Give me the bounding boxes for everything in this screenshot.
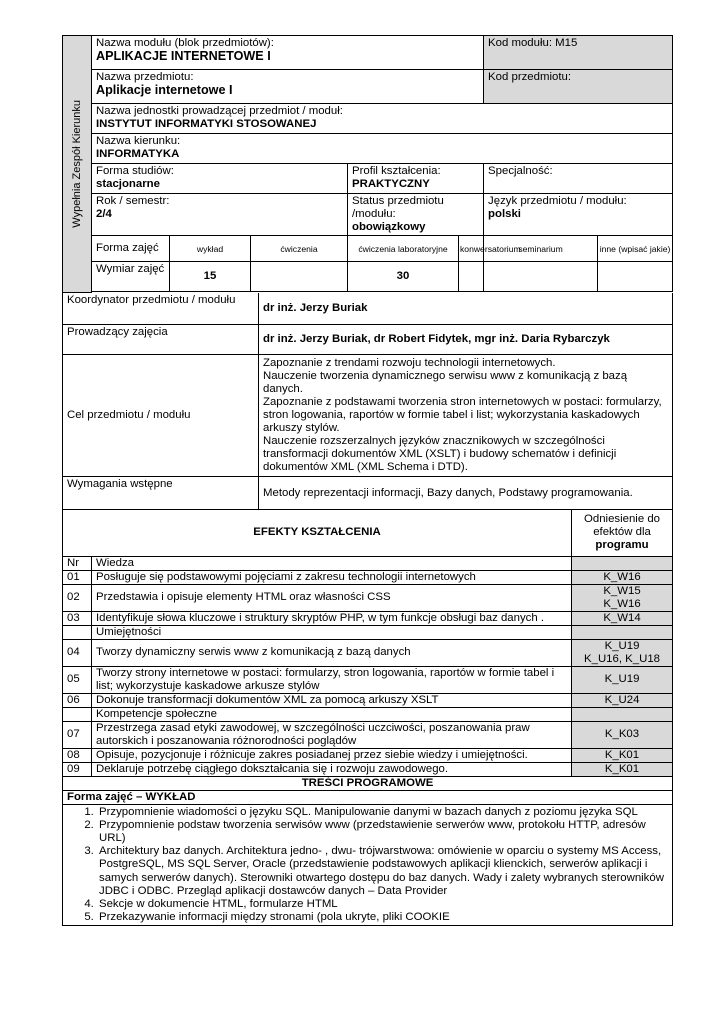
coordinator-label: Koordynator przedmiotu / modułu — [63, 293, 259, 325]
class-hours: 15 — [170, 262, 251, 292]
social-label: Kompetencje społeczne — [92, 707, 572, 721]
empty-cell — [63, 625, 92, 639]
outcome-text: Deklaruje potrzebę ciągłego dokształcania się i rozwoju zawodowego. — [92, 762, 572, 776]
list-item: 5. Przekazywanie informacji między stronami (pola ukryte, pliki COOKIE — [97, 911, 668, 924]
class-type: wykład — [170, 236, 251, 262]
outcome-text: Tworzy strony internetowe w postaci: formularzy, stron logowania, raportów w formie tabel i list; wykorzystuje kaskadowe arkusze stylów — [92, 666, 572, 693]
unit-cell — [92, 104, 673, 134]
study-form-cell — [92, 164, 348, 194]
specialty-cell — [484, 164, 673, 194]
content-title: TREŚCI PROGRAMOWE — [63, 776, 673, 790]
class-form-label: Forma zajęć — [92, 236, 170, 262]
nr-label: Nr — [63, 556, 92, 570]
teachers-value: dr inż. Jerzy Buriak, dr Robert Fidytek, mgr inż. Daria Rybarczyk — [259, 325, 673, 355]
outcome-ref: K_U19 K_U16, K_U18 — [572, 639, 673, 666]
outcome-ref: K_U19 — [572, 666, 673, 693]
class-type: konwersatorium — [459, 236, 484, 262]
coordinator-value: dr inż. Jerzy Buriak — [259, 293, 673, 325]
content-form-label: Forma zajęć – WYKŁAD — [63, 790, 673, 804]
field-value: INFORMATYKA — [96, 148, 180, 160]
goal-label: Cel przedmiotu / modułu — [63, 355, 259, 477]
outcomes-table — [62, 510, 673, 926]
profile-cell — [348, 164, 484, 194]
year-cell — [92, 194, 348, 236]
table-row — [63, 666, 673, 693]
status-label: Status przedmiotu /modułu: — [352, 195, 444, 220]
goal-line: Zapoznanie z trendami rozwoju technologii internetowych. — [263, 357, 556, 369]
year-label: Rok / semestr: — [96, 195, 170, 207]
list-item: 4. Sekcje w dokumencie HTML, formularze HTML — [97, 898, 668, 911]
subject-name-value: Aplikacje internetowe I — [96, 83, 233, 97]
table-row — [63, 570, 673, 584]
outcome-nr: 01 — [63, 570, 92, 584]
outcome-nr: 07 — [63, 721, 92, 748]
requirements-value: Metody reprezentacji informacji, Bazy danych, Podstawy programowania. — [259, 477, 673, 510]
table-row — [63, 584, 673, 611]
syllabus-page — [62, 35, 672, 926]
outcome-nr: 06 — [63, 693, 92, 707]
content-list-cell — [63, 804, 673, 926]
outcome-ref: K_W14 — [572, 611, 673, 625]
table-row — [63, 693, 673, 707]
class-type: ćwiczenia — [251, 236, 348, 262]
table-row — [63, 611, 673, 625]
outcome-ref: K_W15 K_W16 — [572, 584, 673, 611]
outcomes-title: EFEKTY KSZTAŁCENIA — [63, 510, 572, 556]
empty-cell — [572, 556, 673, 570]
outcome-nr: 03 — [63, 611, 92, 625]
syllabus-header-table — [62, 35, 673, 293]
outcome-text: Tworzy dynamiczny serwis www z komunikacją z bazą danych — [92, 639, 572, 666]
language-label: Język przedmiotu / modułu: — [488, 195, 627, 207]
knowledge-label: Wiedza — [92, 556, 572, 570]
outcome-text: Opisuje, pozycjonuje i różnicuje zakres posiadanej przez siebie wiedzy i umiejętności. — [92, 748, 572, 762]
outcome-nr: 04 — [63, 639, 92, 666]
unit-value: INSTYTUT INFORMATYKI STOSOWANEJ — [96, 118, 317, 130]
status-cell — [348, 194, 484, 236]
outcome-text: Przestrzega zasad etyki zawodowej, w szczególności uczciwości, poszanowania praw autorskich i poszanowania różnorodności poglądów — [92, 721, 572, 748]
outcome-nr: 02 — [63, 584, 92, 611]
class-type: inne (wpisać jakie) — [598, 236, 673, 262]
outcome-nr: 08 — [63, 748, 92, 762]
empty-cell — [63, 707, 92, 721]
outcome-text: Identyfikuje słowa kluczowe i struktury skryptów PHP, w tym funkcje obsługi baz danych . — [92, 611, 572, 625]
teachers-label: Prowadzący zajęcia — [63, 325, 259, 355]
class-type: seminarium — [484, 236, 598, 262]
module-name-label: Nazwa modułu (blok przedmiotów): — [96, 37, 274, 49]
profile-value: PRAKTYCZNY — [352, 178, 430, 190]
table-row — [63, 762, 673, 776]
outcome-nr: 05 — [63, 666, 92, 693]
outcome-ref: K_K01 — [572, 762, 673, 776]
outcomes-ref-header: Odniesienie do efektów dla programu — [572, 510, 673, 556]
study-form-label: Forma studiów: — [96, 165, 174, 177]
outcome-ref: K_U24 — [572, 693, 673, 707]
profile-label: Profil kształcenia: — [352, 165, 441, 177]
module-code: Kod modułu: M15 — [484, 36, 673, 70]
outcome-ref: K_W16 — [572, 570, 673, 584]
empty-cell — [572, 707, 673, 721]
goal-text — [259, 355, 673, 477]
unit-label: Nazwa jednostki prowadzącej przedmiot / moduł: — [96, 105, 343, 117]
outcome-ref: K_K01 — [572, 748, 673, 762]
subject-name-label: Nazwa przedmiotu: — [96, 71, 194, 83]
table-row — [63, 748, 673, 762]
side-label: Wypełnia Zespół Kierunku — [63, 36, 92, 293]
table-row — [63, 639, 673, 666]
empty-cell — [572, 625, 673, 639]
goal-line: Nauczenie tworzenia dynamicznego serwisu www z komunikacją z bazą danych. — [263, 370, 628, 395]
outcome-text: Przedstawia i opisuje elementy HTML oraz własności CSS — [92, 584, 572, 611]
year-value: 2/4 — [96, 208, 112, 220]
language-cell — [484, 194, 673, 236]
subject-code: Kod przedmiotu: — [484, 70, 673, 104]
field-cell — [92, 134, 673, 164]
info-table — [62, 293, 673, 511]
outcome-nr: 09 — [63, 762, 92, 776]
field-label: Nazwa kierunku: — [96, 135, 181, 147]
subject-name-cell — [92, 70, 484, 104]
module-name-value: APLIKACJE INTERNETOWE I — [96, 49, 271, 63]
module-name-cell — [92, 36, 484, 70]
goal-line: Zapoznanie z podstawami tworzenia stron internetowych w postaci: formularzy, stron logowania, raportów w formie tabel i list; wykorzystania kaskadowych arkuszy stylów. — [263, 396, 662, 434]
class-hours — [484, 262, 598, 292]
class-hours — [598, 262, 673, 292]
content-list — [67, 806, 668, 925]
class-hours — [251, 262, 348, 292]
goal-line: Nauczenie rozszerzalnych języków znacznikowych w szczególności transformacji dokumentów XML (XSLT) i budowy schematów i definicji dokumentów XML (XML Schema i DTD). — [263, 435, 617, 473]
list-item: 3. Architektury baz danych. Architektura jedno- , dwu- trójwarstwowa: omówienie w oparciu o systemy MS Access, PostgreSQL, MS SQL Server, Oracle (przedstawienie podstawowych aplikacji klienckich, serwerów aplikacji i samych serwerów danych). Sterowniki otwartego dostępu do baz danych. Wady i zalety wybranych sterowników JDBC i ODBC. Przegląd aplikacji dostawców danych – Data Provider — [97, 845, 668, 898]
status-value: obowiązkowy — [352, 221, 426, 233]
list-item: 2. Przypomnienie podstaw tworzenia serwisów www (przedstawienie serwerów www, protokołu HTTP, adresów URL) — [97, 819, 668, 845]
table-row — [63, 721, 673, 748]
outcome-ref: K_K03 — [572, 721, 673, 748]
specialty-label: Specjalność: — [488, 165, 553, 177]
outcome-text: Posługuje się podstawowymi pojęciami z zakresu technologii internetowych — [92, 570, 572, 584]
class-type: ćwiczenia laboratoryjne — [348, 236, 459, 262]
outcome-text: Dokonuje transformacji dokumentów XML za pomocą arkuszy XSLT — [92, 693, 572, 707]
language-value: polski — [488, 208, 521, 220]
class-hours-label: Wymiar zajęć — [92, 262, 170, 292]
requirements-label: Wymagania wstępne — [63, 477, 259, 510]
skills-label: Umiejętności — [92, 625, 572, 639]
study-form-value: stacjonarne — [96, 178, 160, 190]
class-hours: 30 — [348, 262, 459, 292]
list-item: 1. Przypomnienie wiadomości o języku SQL. Manipulowanie danymi w bazach danych z poziomu języka SQL — [97, 806, 668, 819]
class-hours — [459, 262, 484, 292]
